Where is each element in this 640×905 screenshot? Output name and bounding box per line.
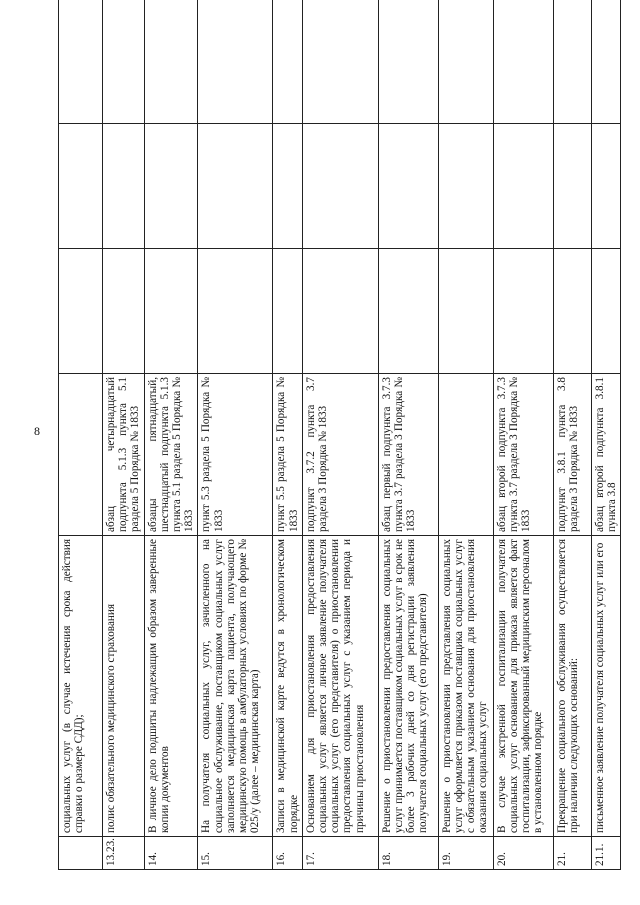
requirement-text: Прекращение социального обслуживания осуществляется при наличии следующих оснований:	[553, 536, 591, 837]
empty-cell	[553, 0, 591, 124]
row-number: 18.	[378, 837, 438, 870]
empty-cell	[302, 249, 378, 374]
empty-cell	[553, 124, 591, 249]
legal-reference	[438, 374, 493, 536]
row-number: 16.	[273, 837, 302, 870]
empty-cell	[59, 124, 103, 249]
empty-cell	[553, 249, 591, 374]
empty-cell	[273, 0, 302, 124]
requirement-text: Решение о приостановлении представления социальных услуг оформляется приказом поставщика социальных услуг с обязательным указанием основания для приостановления оказания социальных услуг	[438, 536, 493, 837]
legal-reference: абзацы пятнадцатый, шестнадцатый подпункта 5.1.3 пункта 5.1 раздела 5 Порядка № 1833	[144, 374, 198, 536]
table-row	[438, 0, 493, 870]
empty-cell	[438, 0, 493, 124]
row-number	[59, 837, 103, 870]
table-row	[144, 0, 198, 870]
empty-cell	[378, 0, 438, 124]
empty-cell	[198, 0, 273, 124]
empty-cell	[591, 0, 620, 124]
empty-cell	[378, 249, 438, 374]
table-row	[493, 0, 553, 870]
empty-cell	[591, 124, 620, 249]
table-row	[103, 0, 145, 870]
table-row	[553, 0, 591, 870]
table-row	[302, 0, 378, 870]
empty-cell	[144, 249, 198, 374]
row-number: 21.1.	[591, 837, 620, 870]
requirement-text: полис обязательного медицинского страхования	[103, 536, 145, 837]
legal-reference: абзац второй подпункта 3.7.3 пункта 3.7 раздела 3 Порядка № 1833	[493, 374, 553, 536]
empty-cell	[103, 124, 145, 249]
table-row	[591, 0, 620, 870]
requirement-text: письменное заявление получателя социальных услуг или его	[591, 536, 620, 837]
empty-cell	[198, 124, 273, 249]
empty-cell	[493, 124, 553, 249]
empty-cell	[103, 249, 145, 374]
requirement-text: В личное дело подшиты надлежащим образом заверенные копии документов	[144, 536, 198, 837]
empty-cell	[144, 124, 198, 249]
legal-reference: подпункт 3.7.2 пункта 3.7 раздела 3 Порядка № 1833	[302, 374, 378, 536]
table-row	[378, 0, 438, 870]
requirement-text: Решение о приостановлении предоставления социальных услуг принимается поставщиком социальных услуг в срок не более 3 рабочих дней со дня регистрации заявления получателя социальных услуг (его представителя)	[378, 536, 438, 837]
empty-cell	[493, 249, 553, 374]
row-number: 21.	[553, 837, 591, 870]
document-page	[58, 0, 619, 870]
empty-cell	[378, 124, 438, 249]
legal-reference: абзац первый подпункта 3.7.3 пункта 3.7 раздела 3 Порядка № 1833	[378, 374, 438, 536]
page-number: 8	[34, 424, 40, 438]
table-row	[198, 0, 273, 870]
legal-reference: пункт 5.3 раздела 5 Порядка № 1833	[198, 374, 273, 536]
empty-cell	[59, 0, 103, 124]
legal-reference: абзац четырнадцатый подпункта 5.1.3 пункта 5.1 раздела 5 Порядка № 1833	[103, 374, 145, 536]
row-number: 17.	[302, 837, 378, 870]
requirement-text: социальных услуг (в случае истечения срока действия справки о размере СДД);	[59, 536, 103, 837]
empty-cell	[144, 0, 198, 124]
empty-cell	[302, 124, 378, 249]
row-number: 19.	[438, 837, 493, 870]
requirement-text: Основанием для приостановления предоставления социальных услуг является личное заявление получателя социальных услуг (его представителя) о приостановлении предоставления социальных услуг с указанием периода и причины приостановления	[302, 536, 378, 837]
empty-cell	[103, 0, 145, 124]
empty-cell	[273, 124, 302, 249]
row-number: 20.	[493, 837, 553, 870]
empty-cell	[302, 0, 378, 124]
empty-cell	[438, 124, 493, 249]
legal-reference: абзац второй подпункта 3.8.1 пункта 3.8	[591, 374, 620, 536]
legal-reference	[59, 374, 103, 536]
empty-cell	[273, 249, 302, 374]
table-row	[59, 0, 103, 870]
requirement-text: Записи в медицинской карте ведутся в хронологическом порядке	[273, 536, 302, 837]
requirements-table	[58, 0, 621, 870]
empty-cell	[438, 249, 493, 374]
rotated-table-container	[58, 0, 619, 870]
requirement-text: В случае экстренной госпитализации получателя социальных услуг основанием для приказа является факт госпитализации, зафиксированный медицинским персоналом в установленном порядке	[493, 536, 553, 837]
empty-cell	[591, 249, 620, 374]
row-number: 14.	[144, 837, 198, 870]
row-number: 13.23.	[103, 837, 145, 870]
legal-reference: пункт 5.5 раздела 5 Порядка № 1833	[273, 374, 302, 536]
requirement-text: На получателя социальных услуг, зачисленного на социальное обслуживание, поставщиком социальных услуг заполняется медицинская карта пациента, получающего медицинскую помощь в амбулаторных условиях по форме № 025/у (далее – медицинская карта)	[198, 536, 273, 837]
empty-cell	[59, 249, 103, 374]
empty-cell	[198, 249, 273, 374]
empty-cell	[493, 0, 553, 124]
row-number: 15.	[198, 837, 273, 870]
legal-reference: подпункт 3.8.1 пункта 3.8 раздела 3 Порядка № 1833	[553, 374, 591, 536]
table-row	[273, 0, 302, 870]
